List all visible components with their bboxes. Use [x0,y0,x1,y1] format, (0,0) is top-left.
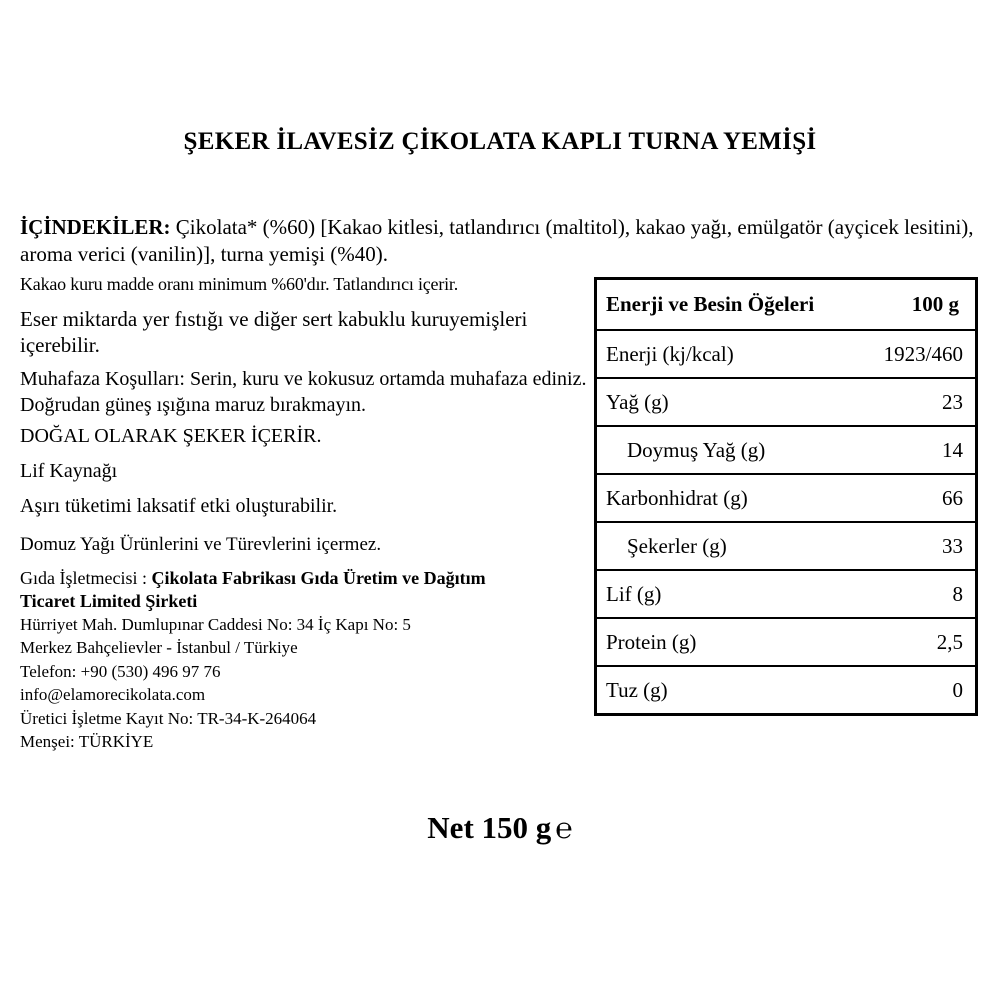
operator-company-name: Çikolata Fabrikası Gıda Üretim ve Dağıtım Ticaret Limited Şirketi [20,568,486,611]
nutrition-header-amount: 100 g [911,292,959,316]
note-storage-conditions: Muhafaza Koşulları: Serin, kuru ve kokusuz ortamda muhafaza ediniz. Doğrudan güneş ışığına maruz bırakmayın. [20,368,587,416]
nutrient-value: 14 [942,437,963,462]
nutrient-value: 66 [942,485,963,510]
nutrient-value: 23 [942,389,963,414]
country-of-origin: Menşei: TÜRKİYE [20,732,154,752]
nutrient-name: Protein (g) [606,629,697,654]
estimated-sign: ℮ [555,813,573,845]
ingredients-paragraph [20,214,986,269]
nutrient-value: 1923/460 [883,341,963,366]
producer-registration-no: Üretici İşletme Kayıt No: TR-34-K-264064 [20,708,317,728]
note-no-pork: Domuz Yağı Ürünlerini ve Türevlerini içermez. [20,534,382,556]
nutrition-table-header [597,280,975,329]
nutrient-name: Doymuş Yağ (g) [627,437,766,462]
ingredients-text: Çikolata* (%60) [Kakao kitlesi, tatlandırıcı (maltitol), kakao yağı, emülgatör (ayçicek lesitini), aroma verici (vanilin)], turna yemişi (%40). [20,215,974,267]
note-fiber-source: Lif Kaynağı [20,460,118,483]
note-trace-allergens: Eser miktarda yer fıstığı ve diğer sert kabuklu kuruyemişleri içerebilir. [20,306,528,357]
table-row [597,473,975,521]
table-row [597,329,975,377]
address-street: Hürriyet Mah. Dumlupınar Caddesi No: 34 İç Kapı No: 5 [20,614,411,634]
table-row [597,617,975,665]
table-row [597,377,975,425]
nutrient-value: 2,5 [936,629,963,654]
nutrition-header-title: Enerji ve Besin Öğeleri [606,292,815,316]
food-operator [20,567,520,613]
ingredients-label: İÇİNDEKİLER: [20,215,171,239]
nutrient-name: Enerji (kj/kcal) [606,341,734,366]
table-row [597,425,975,473]
note-natural-sugar: DOĞAL OLARAK ŞEKER İÇERİR. [20,425,322,448]
nutrient-value: 33 [942,533,963,558]
nutrition-rows-container [597,329,975,713]
address-email: info@elamorecikolata.com [20,685,206,705]
net-weight-label: Net 150 g [427,810,552,845]
product-title: ŞEKER İLAVESİZ ÇİKOLATA KAPLI TURNA YEMİŞİ [183,128,817,155]
nutrient-value: 0 [952,677,963,702]
nutrient-name: Tuz (g) [606,677,668,702]
nutrient-name: Karbonhidrat (g) [606,485,748,510]
net-weight [0,810,1000,846]
nutrition-facts-table [594,277,978,716]
address-phone: Telefon: +90 (530) 496 97 76 [20,661,221,681]
nutrient-name: Lif (g) [606,581,662,606]
nutrient-value: 8 [952,581,963,606]
nutrient-name: Yağ (g) [606,389,669,414]
nutrient-name: Şekerler (g) [627,533,727,558]
info-column [20,274,596,753]
operator-label: Gıda İşletmecisi : [20,568,152,589]
note-cocoa-solids: Kakao kuru madde oranı minimum %60'dır. Tatlandırıcı içerir. [20,274,459,294]
table-row [597,521,975,569]
address-city: Merkez Bahçelievler - İstanbul / Türkiye [20,638,298,658]
note-laxative-effect: Aşırı tüketimi laksatif etki oluşturabilir. [20,495,338,518]
table-row [597,569,975,617]
table-row [597,665,975,713]
